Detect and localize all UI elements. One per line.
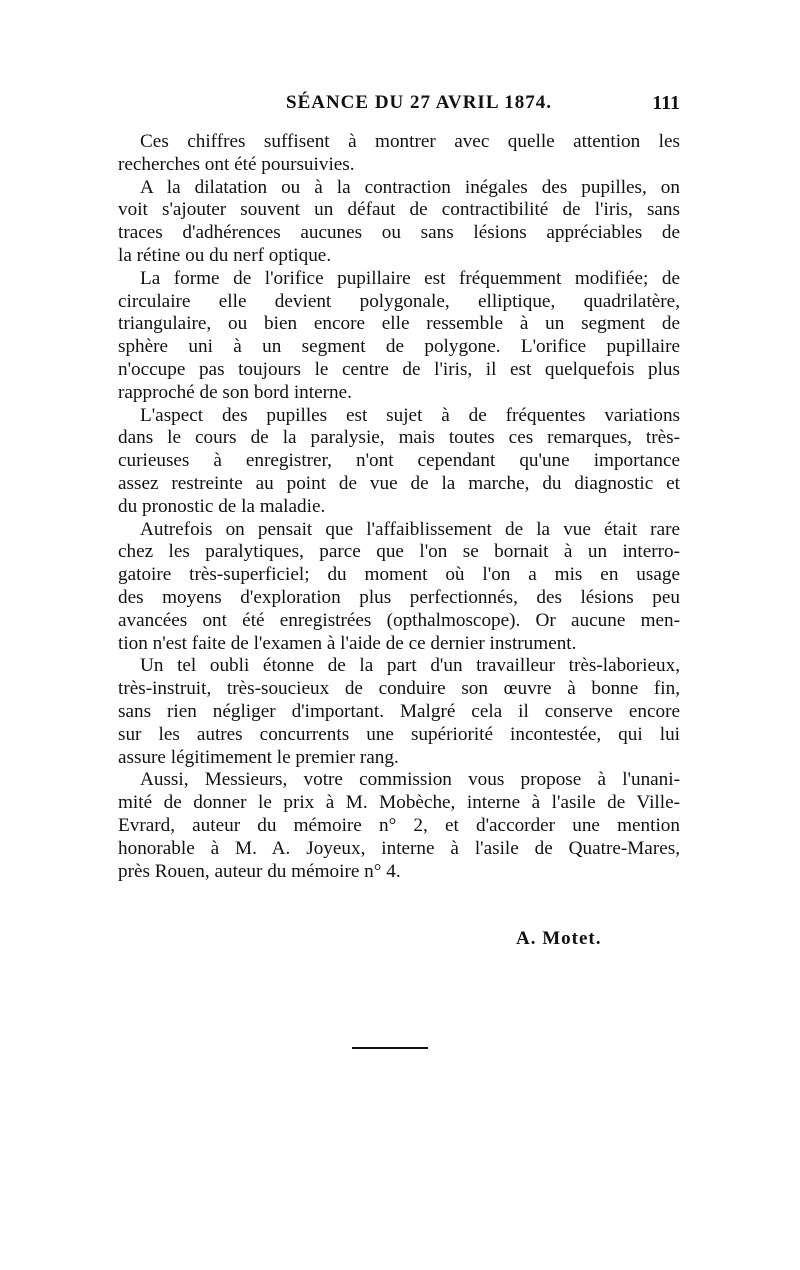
text-line: rapproché de son bord interne. (118, 381, 352, 403)
text-line: sphère uni à un segment de polygone. L'orifice pupillaire (118, 336, 680, 358)
text-line: assez restreinte au point de vue de la marche, du diagnostic et (118, 472, 680, 494)
text-line: n'occupe pas toujours le centre de l'iris, il est quelquefois plus (118, 358, 680, 380)
text-line: A la dilatation ou à la contraction inégales des pupilles, on (140, 176, 680, 198)
body-text (118, 131, 680, 883)
text-line: L'aspect des pupilles est sujet à de fréquentes variations (140, 404, 680, 426)
signature: A. Motet. (516, 928, 602, 949)
text-line: triangulaire, ou bien encore elle ressemble à un segment de (118, 313, 680, 335)
text-line: sur les autres concurrents une supériorité incontestée, qui lui (118, 723, 680, 745)
text-line: tion n'est faite de l'examen à l'aide de ce dernier instrument. (118, 632, 577, 654)
text-line: honorable à M. A. Joyeux, interne à l'asile de Quatre-Mares, (118, 837, 680, 859)
text-line: sans rien négliger d'important. Malgré cela il conserve encore (118, 700, 680, 722)
text-line: La forme de l'orifice pupillaire est fréquemment modifiée; de (140, 267, 680, 289)
text-line: du pronostic de la maladie. (118, 495, 326, 517)
text-line: mité de donner le prix à M. Mobèche, interne à l'asile de Ville- (118, 792, 680, 814)
text-line: curieuses à enregistrer, n'ont cependant qu'une importance (118, 450, 680, 472)
text-line: Un tel oubli étonne de la part d'un travailleur très-laborieux, (140, 655, 680, 677)
header-title: SÉANCE DU 27 AVRIL 1874. (286, 92, 552, 113)
text-line: Evrard, auteur du mémoire n° 2, et d'accorder une mention (118, 814, 680, 836)
text-line: assure légitimement le premier rang. (118, 746, 399, 768)
text-line: près Rouen, auteur du mémoire n° 4. (118, 860, 401, 882)
running-header (118, 92, 680, 120)
text-line: recherches ont été poursuivies. (118, 153, 355, 175)
closing-rule (352, 1047, 428, 1049)
text-line: voit s'ajouter souvent un défaut de contractibilité de l'iris, sans (118, 199, 680, 221)
text-line: Aussi, Messieurs, votre commission vous propose à l'unani- (140, 769, 680, 791)
text-line: gatoire très-superficiel; du moment où l'on a mis en usage (118, 564, 680, 586)
page-number: 111 (652, 92, 680, 114)
text-line: dans le cours de la paralysie, mais toutes ces remarques, très- (118, 427, 680, 449)
text-line: la rétine ou du nerf optique. (118, 244, 332, 266)
text-line: circulaire elle devient polygonale, elliptique, quadrilatère, (118, 290, 680, 312)
text-line: très-instruit, très-soucieux de conduire son œuvre à bonne fin, (118, 678, 680, 700)
text-line: Autrefois on pensait que l'affaiblissement de la vue était rare (140, 518, 680, 540)
text-line: Ces chiffres suffisent à montrer avec quelle attention les (140, 131, 680, 152)
text-line: des moyens d'exploration plus perfectionnés, des lésions peu (118, 586, 680, 608)
text-line: chez les paralytiques, parce que l'on se bornait à un interro- (118, 541, 680, 563)
text-line: traces d'adhérences aucunes ou sans lésions appréciables de (118, 222, 680, 244)
text-line: avancées ont été enregistrées (opthalmoscope). Or aucune men- (118, 609, 680, 631)
